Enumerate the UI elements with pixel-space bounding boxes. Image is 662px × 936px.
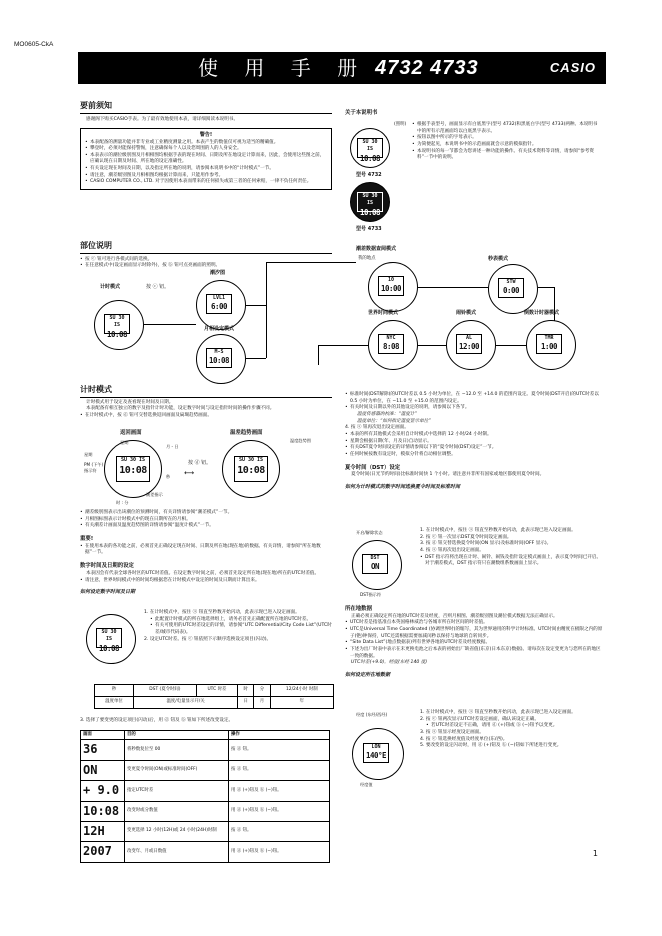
- screen-main: 10:08: [98, 643, 120, 653]
- step-sub: • 此配置计时模式的所在地选择组上，请务必首先正确配置所在地的UTC时差。: [150, 617, 332, 624]
- purpose-cell: 将秒数复位至 00: [125, 740, 229, 760]
- important-item: • 在使用本表的各功能之前，必须首先正确设定现在时间、日期及所在地(现在地)的数据。有关详情，请参阅“所在地数据”一节。: [80, 544, 332, 557]
- dst-step: 1. 在计时模式中，按住 ⓐ 钮直至秒数开始闪动，此表示现已进入设定画面。: [420, 528, 576, 533]
- note: • 星期会根据日期(年、月及日)自动显示。: [345, 439, 603, 446]
- dst-howto: 如何为计时模式的数字时间选换夏令时间及标准时间: [345, 484, 461, 491]
- note: • 标准时间(DST解除)的UTC时差以 0.5 小时为单位，在 −12.0 至 +14.0 的范围内设定。夏令时间(DST开启)的UTC时差以 0.5 小时为单位，在 −11.0 至 +15.0 的范围内设定。: [345, 392, 603, 405]
- step-text: 在计时模式中，按住 ⓐ 钮直至秒数开始闪动，此表示现已进入设定画面。: [425, 528, 576, 533]
- watch-illustration-4733: [350, 182, 390, 222]
- flow-item: 12/24小时 时制: [270, 685, 333, 697]
- display-cell: 10:08: [81, 801, 125, 821]
- table-row: [81, 760, 330, 780]
- note-indent: 温度单位：“如何指定温度显示单位”: [357, 418, 431, 424]
- location-howto: 如何设定所在地数据: [345, 672, 391, 679]
- step-text: 在计时模式中，按住 ⓐ 钮直至秒数开始闪动，此表示现已进入设定画面。: [149, 610, 300, 615]
- purpose-cell: 变更选择 12 小时(12H)或 24 小时(24H)时制: [125, 821, 229, 841]
- casio-logo: CASIO: [549, 59, 596, 75]
- label-tide-level: 潮差指示: [146, 492, 163, 497]
- operation-cell: 按 ⓓ 钮。: [229, 740, 330, 760]
- note-indent: 温度传感器的校准：“温度计”: [357, 411, 417, 417]
- step-text: 要改变的设定闪动时，用 ⓓ (+)钮及 ⓑ (−)钮如下所述进行变更。: [425, 743, 562, 749]
- step-1: 1. 在计时模式中，按住 ⓐ 钮直至秒数开始闪动，此表示现已进入设定画面。: [144, 610, 300, 615]
- tk-notes: [80, 510, 332, 597]
- mode-label-stopwatch: 秒表模式: [488, 256, 509, 262]
- tk-bullet: • 在计时模式中，按 ⓓ 钮可交替选换返回画面及扁瑚趋势画面。: [80, 413, 332, 420]
- howto-heading: 如何设定数字时间及日期: [80, 589, 136, 596]
- mode-label-tide: 潮汐图: [210, 270, 226, 276]
- table-row: [81, 842, 330, 862]
- step-text: 在计时模式中，按住 ⓐ 钮直至秒数开始闪动，此表示现已进入设定画面。: [425, 710, 576, 715]
- data-hint: 我的地点: [358, 256, 376, 261]
- dst-step: 3. 按 ⓓ 钮交替选换夏令时间(ON 显示)及标准时间(OFF 显示)。: [420, 541, 552, 547]
- step-text: 按 ⓐ 钮再次退出设定画面。: [425, 547, 484, 553]
- step-4: 4. 按 ⓐ 钮再次退出设定画面。: [345, 425, 409, 431]
- mode-label-timer: 倒数计时器模式: [524, 310, 560, 316]
- mode-label-alarm: 闹铃模式: [456, 310, 477, 316]
- about-item: • 按钮以图中所示的字母表示。: [412, 135, 602, 142]
- step-text: 按 ⓒ 钮选换经度值及经度单位(东/西)。: [425, 736, 508, 742]
- tk-text1: 计时模式用于设定及查看现在时间及日期。: [86, 399, 174, 405]
- screen-top: SU 30 IS: [101, 629, 117, 643]
- flow-line: [418, 287, 488, 288]
- note: • 任何时候按数有设定时，模拟分针将自动相位调整。: [345, 452, 603, 459]
- data-paragraph: 本表因会有代表全球各时区的UTC时差值。在设定数字时间之前，必须首先设定所在地(现在地)所在的UTC时差值。: [86, 570, 320, 576]
- setting-flow: [94, 684, 334, 709]
- table-header: 操作: [229, 731, 330, 740]
- display-cell: + 9.0: [81, 781, 125, 801]
- location-paragraph: 正确必须正确设定所在地的UTC时差及经度，否则月相图、潮差级别图及潮位模式数据无法正确显示。: [351, 613, 558, 619]
- parts-section: [80, 240, 605, 270]
- tk-text2: 本表配备有相互独立的数字及指针计时功能，设定数字时间与设定指针时间的操作步骤不同。: [86, 406, 275, 412]
- table-header: 画面: [81, 731, 125, 740]
- tk-note: • 月相图标图表示计时模式中的现在日期所在的月相。: [80, 517, 332, 524]
- operation-cell: 用 ⓓ (+)钮及 ⓑ (−)钮。: [229, 842, 330, 862]
- dst-indicator-label: DST指示符: [360, 592, 382, 597]
- purpose-cell: 改变时或分数值: [125, 801, 229, 821]
- flow-item: 温度单位: [95, 697, 134, 709]
- warning-title: 警告!: [199, 132, 213, 139]
- operation-cell: 按 ⓓ 钮。: [229, 821, 330, 841]
- operation-cell: 用 ⓓ (+)钮及 ⓑ (−)钮。: [229, 781, 330, 801]
- screen-main: 12:00: [458, 342, 480, 352]
- screen-main: 10:08: [208, 356, 230, 366]
- step-text: 按 ⓓ 钮交替选换夏令时间(ON 显示)及标准时间(OFF 显示)。: [425, 541, 552, 547]
- screen-main: 10:08: [106, 329, 128, 339]
- table-row: [81, 740, 330, 760]
- dst-status-label: 开启/解除状态: [356, 530, 383, 535]
- step-sub: • 有关可使用的UTC时差设定的详情，请参阅“UTC Differential/City Code List”(UTC时差/城市代码表)。: [150, 623, 332, 636]
- screen-top: 10: [387, 277, 395, 283]
- watch-line-top: SU 30 IS: [362, 139, 378, 153]
- screen-top: LON: [371, 744, 381, 750]
- about-notes: [412, 122, 602, 162]
- watch-illustration-4732: [350, 128, 390, 168]
- dst-heading: 夏令时间（DST）设定: [345, 464, 401, 471]
- press-c-label: 按 ⓒ 钮。: [146, 284, 170, 290]
- longitude-label: 经度 (东经/西经): [356, 712, 388, 717]
- model-label-4732: 型号 4732: [356, 172, 382, 178]
- screen-main: 1:00: [540, 342, 558, 352]
- timekeeping-section: [80, 384, 332, 420]
- data-heading: 数字时间及日期的设定: [80, 563, 134, 570]
- flow-line: [318, 345, 368, 346]
- step-text: 设定UTC时差。按 ⓒ 钮依照下示顺序选换设定项目(闪动)。: [149, 636, 272, 642]
- screen-top: NYC: [386, 335, 396, 341]
- flow-item: DST (夏令时间): [134, 685, 197, 697]
- screen-top: SU 30 IS: [238, 457, 264, 463]
- flow-item: 月: [254, 697, 270, 709]
- location-heading: 所在地数据: [345, 606, 372, 612]
- watch-dst: [352, 540, 402, 590]
- screen-main: 8:08: [382, 342, 400, 352]
- dst-paragraph: 夏令时间(日光节约时间)比标准时间快 1 个小时。请注意并非所有国家或地区都使用夏令时间。: [351, 472, 545, 478]
- step-3: 3. 选择了要变更的设定项目(闪动)后，用 ⓓ 钮及 ⓑ 钮如下所述改变设定。: [80, 718, 234, 723]
- screen-main: 10:08: [237, 465, 265, 477]
- flow-item: 年: [270, 697, 333, 709]
- flow-item: 时: [238, 685, 254, 697]
- data-bullet: • 请注意，世界时间模式中的时间均根据您在计时模式中设定的时间及日期而计算出来。: [80, 578, 332, 585]
- parts-item: • 在任意模式中(设定画面显示时除外)，按 ⓑ 钮可点亮画面的照明。: [80, 263, 605, 270]
- screen-main: 10:08: [119, 465, 147, 477]
- mode-label-data: 潮差数据查阅模式: [356, 246, 397, 252]
- screen-main: 10:00: [380, 284, 402, 294]
- warning-item: • 本表表示的潮位级别图及月相相图均根据手表的现在时间、日期及所在地设定计算而来，因此，会使用这些图之前，应确认现在日期及时间、所在地的设定准确性。: [85, 153, 327, 166]
- step-text: 选择了要变更的设定项目(闪动)后，用 ⓓ 钮及 ⓑ 钮如下所述改变设定。: [85, 718, 234, 723]
- flow-item: 日: [238, 697, 254, 709]
- settings-table: [80, 730, 330, 863]
- about-item: • 根据手表型号，画面显示有白底黑字(型号 4732)和黑底白字(型号 4733)两种。本说明书中的所有示范画面均以白底黑字表示。: [412, 122, 602, 135]
- table-header: 目的: [125, 731, 229, 740]
- warning-item: • CASIO COMPUTER CO., LTD. 对于因使用本表而带来的任何损失或第三者的任何索赔，一律不负任何责任。: [85, 179, 327, 186]
- note: • 本表的所有其他模式会采用自计时模式中选择的 12 小时/24 小时制。: [345, 432, 603, 439]
- label-weekday: 星期: [120, 440, 129, 445]
- watch-world: [368, 320, 418, 370]
- display-cell: 12H: [81, 821, 125, 841]
- doc-code: MO0605-CkA: [14, 41, 54, 48]
- watch-setting: [86, 614, 136, 664]
- loc-step: 5. 要改变的设定闪动时，用 ⓓ (+)钮及 ⓑ (−)钮如下所述进行变更。: [420, 743, 562, 749]
- dst-steps: [420, 528, 604, 568]
- title-bar: [78, 52, 606, 84]
- step-text: 按 ⓐ 钮显示经度设定画面。: [425, 729, 484, 735]
- warning-item: • 请注意，潮差级别图及月相相图均根据计算而来，只能用作参考。: [85, 173, 327, 180]
- mode-label-world: 世界时间模式: [368, 310, 399, 316]
- flow-item: 秒: [95, 685, 134, 697]
- note: • 有关DST夏令时间设定的详情请参阅以下的“夏令时间(DST)设定”一节。: [345, 445, 603, 452]
- watch-line-main: 10:08: [359, 153, 381, 163]
- loc-step: 3. 按 ⓐ 钮显示经度设定画面。: [420, 729, 484, 735]
- step-2: 2. 设定UTC时差。按 ⓒ 钮依照下示顺序选换设定项目(闪动)。: [144, 636, 272, 642]
- dst-step: 2. 按 ⓒ 钮一次显示DST夏令时间设定画面。: [420, 534, 512, 540]
- about-section: [345, 110, 605, 118]
- note: • 有关时间及日期以外的其他设定的说明，请参阅以下各节。: [345, 405, 603, 412]
- loc-step: 4. 按 ⓒ 钮选换经度值及经度单位(东/西)。: [420, 736, 508, 742]
- flow-line: [418, 345, 446, 346]
- purpose-cell: 变更夏令时间(ON)或标准时间(OFF): [125, 760, 229, 780]
- step-text: 按 ⓒ 钮两次显示UTC时差设定画面，确认该设定正确。: [425, 716, 539, 722]
- about-heading: 关于本说明书: [345, 110, 378, 116]
- screen-main: 6:00: [210, 302, 228, 312]
- flow-item: UTC 时差: [196, 685, 237, 697]
- label-weekday: 星期: [84, 452, 93, 457]
- location-item: • UTC是Universal Time Coordinated (协调世界时)的缩写，其为世界通用的科学计时标准。UTC时间由精度在极限之内的原子(铯)钟保持，UTC还需根据需要加减闰秒以保持与地球的自转同步。: [345, 627, 603, 640]
- watch-return: [104, 440, 162, 498]
- table-row: [81, 801, 330, 821]
- right-notes: [345, 392, 603, 491]
- watch-line-main: 10:08: [359, 207, 381, 217]
- trend-screen-label: 温差趋势画面: [230, 430, 263, 436]
- timekeeping-heading: 计时模式: [80, 384, 332, 398]
- about-item: • 为简便起见，本说明书中的示范画面就会示意的模拟指针。: [412, 142, 602, 149]
- watch-timekeeping: [94, 300, 144, 350]
- screen-top: TMR: [544, 335, 554, 341]
- purpose-cell: 指定UTC时差: [125, 781, 229, 801]
- location-section: [345, 606, 603, 679]
- watch-tide: [196, 280, 246, 330]
- tk-note: • 潮差级别图表示出该潮位的预测时间，有关详情请参阅“潮差模式”一节。: [80, 510, 332, 517]
- watch-moon: [196, 334, 246, 384]
- about-item: • 本说明书的每一节都会为您讲述一种功能的操作。有关技术资料等详情，请参阅“参考资料”一节中的说明。: [412, 149, 602, 162]
- location-item: • “Site Data List”(地点数据表)列有世界各地的UTC时差及经度数据。: [345, 640, 603, 647]
- warning-item: • 有关设定现在时间及日期，以及指定所在地的说明，请参阅本说明书中的“计时模式”一节。: [85, 166, 327, 173]
- location-default: UTC时差(+9.0)，经度(东经 140 度): [351, 660, 428, 666]
- location-item: • 下述为出厂时表中表示在未更换电池之后本表的初始出厂缺省值(东京(日本东京)数据)。请每次在设定变更为与您所在的地区一致的数据。: [345, 647, 603, 660]
- purpose-cell: 改变年、月或日数值: [125, 842, 229, 862]
- mode-label-timekeeping: 计时模式: [100, 284, 121, 290]
- watch-trend: [222, 440, 280, 498]
- screen-main: 0:00: [502, 286, 520, 296]
- location-steps: [420, 710, 604, 750]
- dst-step: 4. 按 ⓐ 钮再次退出设定画面。: [420, 547, 484, 553]
- return-screen-label: 返回画面: [120, 430, 142, 436]
- step-text: 按 ⓒ 钮一次显示DST夏令时间设定画面。: [425, 534, 512, 540]
- screen-top: STW: [506, 279, 516, 285]
- label-hour-min: 时 : 分: [116, 500, 129, 505]
- screen-top: DST: [370, 555, 380, 561]
- page-title: 使 用 手 册: [198, 55, 368, 80]
- table-row: [81, 781, 330, 801]
- parts-item: • 按 ⓒ 钮可进行各模式间的选换。: [80, 257, 605, 264]
- location-item: • UTC时差是指基准点本英国格林威治与各城市所在时区间的时差值。: [345, 620, 603, 627]
- flow-line: [318, 345, 319, 365]
- longitude-value-label: 经度值: [360, 782, 373, 787]
- loc-step: 2. 按 ⓒ 钮两次显示UTC时差设定画面，确认该设定正确。: [420, 716, 539, 722]
- display-cell: 36: [81, 740, 125, 760]
- tk-note: • 有关潮差计画面及温度趋势图的详情请参阅“温度计模式”一节。: [80, 523, 332, 530]
- page-number: 1: [592, 849, 598, 858]
- screen-top: SU 30 IS: [109, 315, 125, 329]
- flow-line: [246, 358, 266, 359]
- intro-text: 感谢阁下购买CASIO手表。为了最有效地使用本表，请详细阅读本说明书。: [86, 116, 239, 122]
- screen-main: 140°E: [365, 751, 387, 761]
- warning-box: [80, 128, 332, 190]
- important-heading: 重要!: [80, 535, 94, 542]
- table-row: [81, 821, 330, 841]
- watch-alarm: [446, 320, 496, 370]
- setting-steps: [144, 610, 332, 643]
- label-pm: PM (下午) 指示符: [84, 462, 104, 474]
- model-label-4733: 型号 4733: [356, 226, 382, 232]
- loc-sub: • 若UTC时差设定不正确，请用 ⓓ (+)钮或 ⓑ (−)钮予以变更。: [426, 723, 604, 730]
- intro-heading: 要前须知: [80, 100, 332, 114]
- screen-top: M-S: [214, 349, 224, 355]
- watch-timer: [526, 320, 576, 370]
- label-sec: 秒: [166, 474, 171, 479]
- label-temp-graph: 温度趋势图: [290, 438, 311, 443]
- warning-item: • 攀登时，必须对能保持警惕，注意确保每个人以及您周围的人的人身安全。: [85, 146, 327, 153]
- arrow-icon: ⟷: [184, 469, 195, 477]
- flow-line: [144, 324, 196, 325]
- flow-item: 温度/电量显示开/关: [134, 697, 238, 709]
- flow-line: [266, 262, 356, 263]
- label-month-day: 月 - 日: [166, 444, 179, 449]
- flow-line: [538, 287, 554, 288]
- intro-section: [80, 100, 332, 190]
- warning-item: • 本表配备的测量功能并非专业或工业精度测量之用。本表产生的数值仅可视为适当的精确值。: [85, 140, 327, 147]
- dst-note: • DST 指示符将出现在计时、闹铃、闹钱及指针设定模式画面上，表示夏令时间已开启。对于潮差模式，DST 指示符只在潮数组系数画面上显示。: [420, 555, 604, 568]
- screen-top: AL: [465, 335, 473, 341]
- flow-line: [266, 262, 267, 358]
- display-cell: ON: [81, 760, 125, 780]
- mode-label-moon: 月相设定模式: [204, 326, 235, 332]
- screen-top: LVL1: [212, 295, 226, 301]
- watch-data: [368, 262, 418, 312]
- flow-line: [496, 345, 526, 346]
- display-cell: 2007: [81, 842, 125, 862]
- step-text: 按 ⓐ 钮再次退出设定画面。: [350, 425, 409, 431]
- light-label: (照明): [394, 122, 407, 127]
- watch-line-top: SU 30 IS: [362, 193, 378, 207]
- model-number: 4732 4733: [375, 56, 479, 79]
- loc-step: 1. 在计时模式中，按住 ⓐ 钮直至秒数开始闪动，此表示现已进入设定画面。: [420, 710, 576, 715]
- watch-stopwatch: [488, 264, 538, 314]
- flow-item: 分: [254, 685, 270, 697]
- screen-main: ON: [370, 562, 380, 572]
- watch-location: [352, 728, 404, 780]
- parts-heading: 部位说明: [80, 240, 332, 254]
- operation-cell: 按 ⓓ 钮。: [229, 760, 330, 780]
- screen-top: SU 30 IS: [120, 457, 146, 463]
- press-d-label: 按 ⓓ 钮。: [188, 460, 212, 466]
- flow-line: [246, 305, 266, 306]
- operation-cell: 用 ⓓ (+)钮及 ⓑ (−)钮。: [229, 801, 330, 821]
